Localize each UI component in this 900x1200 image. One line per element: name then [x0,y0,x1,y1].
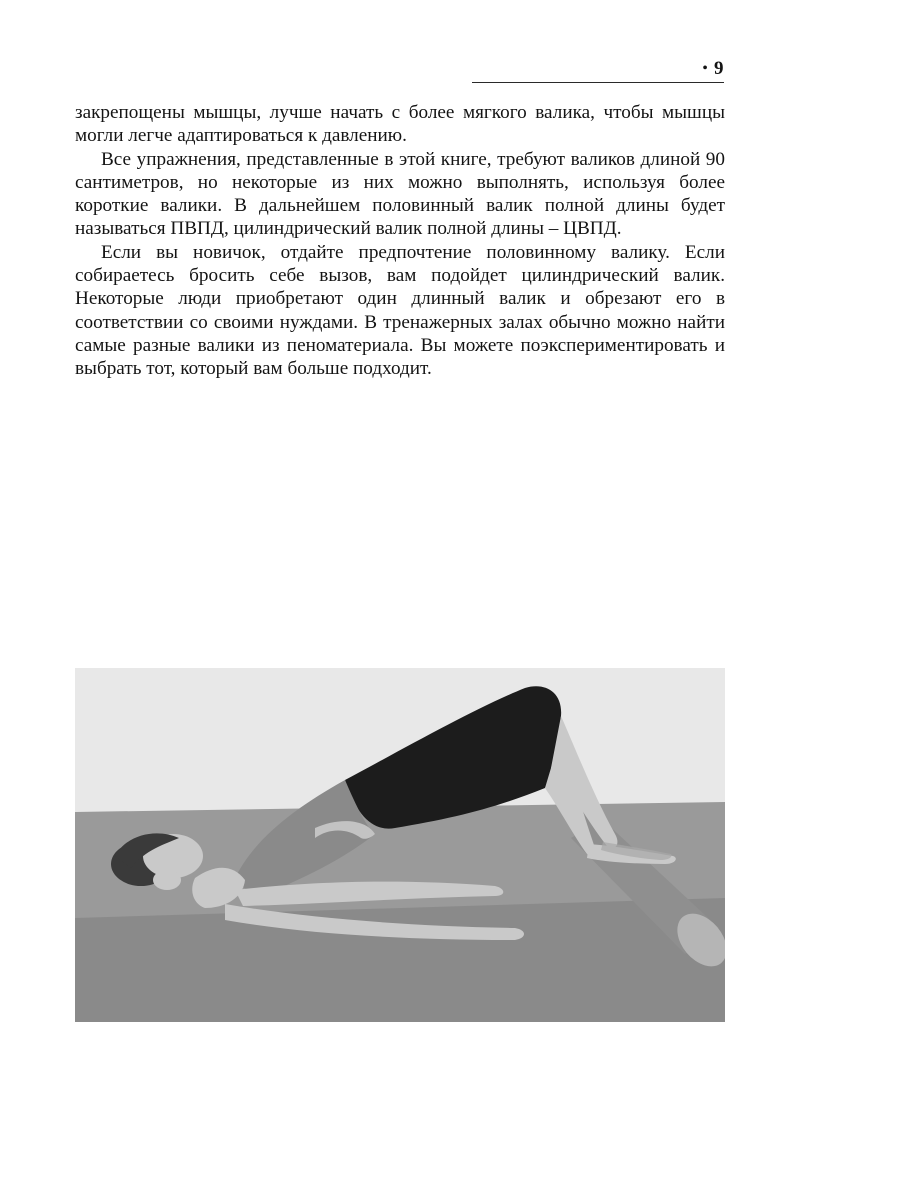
photo-floor-shade [75,898,725,1022]
paragraph: Если вы новичок, отдайте предпочтение половинному валику. Если собираетесь бросить себе вызов, вам подойдет цилиндрический валик. Некоторые люди приобретают один длинный валик и обрезают его в соответствии со своими нуждами. В тренажерных залах обычно можно найти самые разные валики из пеноматериала. Вы можете поэкспериментировать и выбрать тот, который вам больше подходит. [75,241,725,380]
paragraph: Все упражнения, представленные в этой книге, требуют валиков длиной 90 сантиметров, но некоторые из них можно выполнять, используя более короткие валики. В дальнейшем половинный валик полной длины будет называться ПВПД, цилиндрический валик полной длины – ЦВПД. [75,148,725,240]
paragraph: закрепощены мышцы, лучше начать с более мягкого валика, чтобы мышцы могли легче адаптироваться к давлению. [75,102,725,147]
page-number-value: 9 [714,58,724,79]
exercise-photo-illustration [75,668,725,1022]
page-number-bullet: • [702,61,708,76]
header-rule [472,82,724,83]
exercise-photo [75,668,725,1022]
page-number [703,58,724,80]
body-text [75,101,725,381]
